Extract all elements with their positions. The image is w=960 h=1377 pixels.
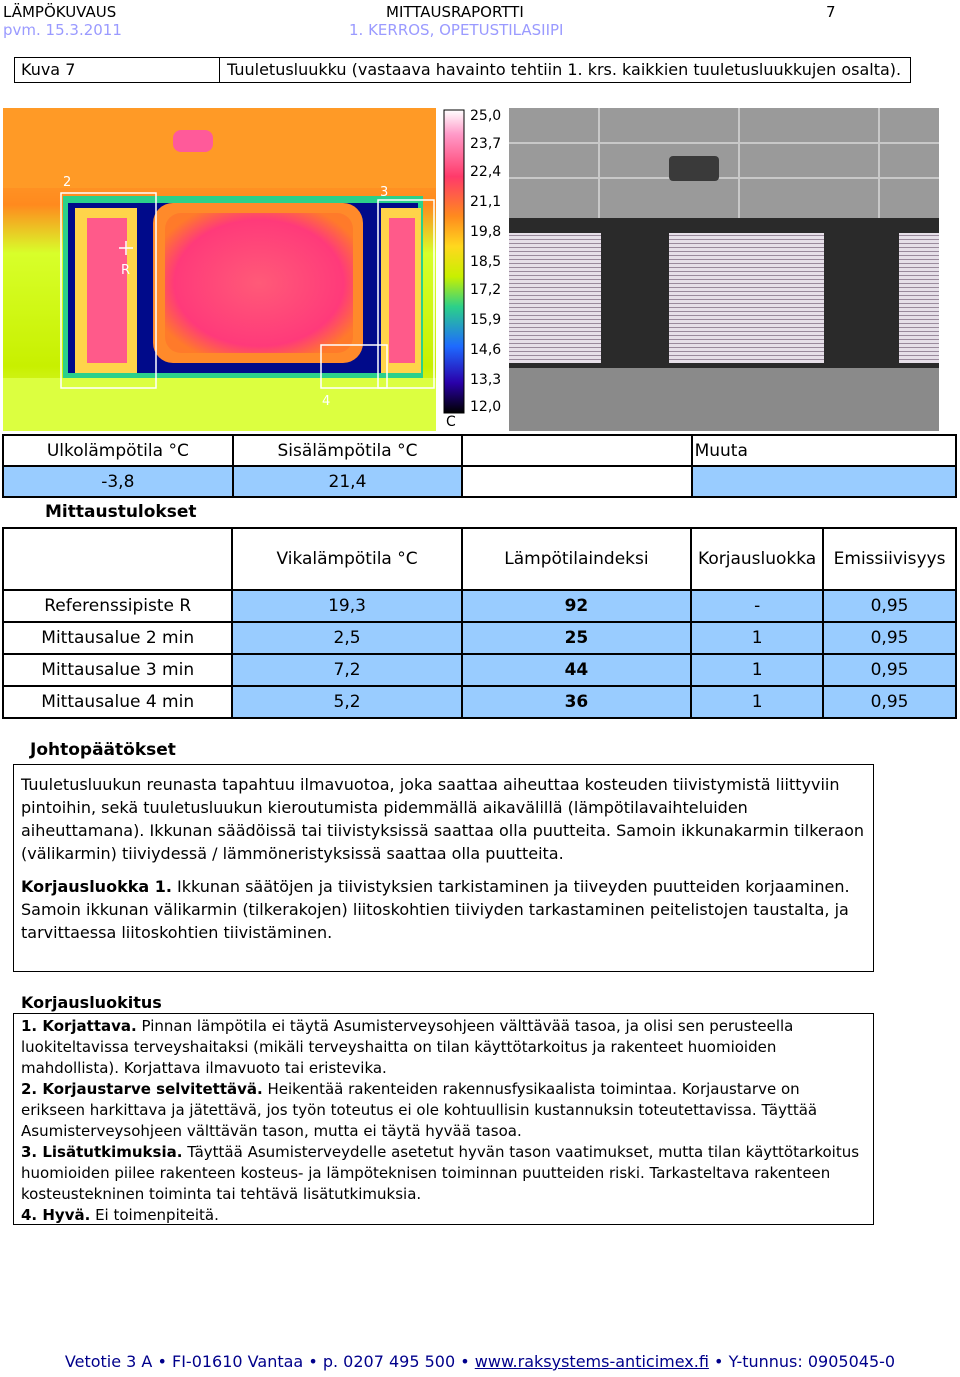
- col-repair-class: Korjausluokka: [691, 528, 823, 590]
- thermal-image: [3, 108, 436, 431]
- scale-unit: C: [446, 414, 456, 430]
- col-emissivity: Emissiivisyys: [823, 528, 956, 590]
- footer-postal: FI-01610 Vantaa: [172, 1352, 304, 1371]
- scale-tick: 25,0: [470, 108, 502, 124]
- footer-phone: p. 0207 495 500: [322, 1352, 456, 1371]
- row-emis: 0,95: [823, 686, 956, 718]
- results-table: [2, 527, 957, 719]
- class-item-2: [21, 1079, 866, 1142]
- class-item-bold: 4. Hyvä.: [21, 1206, 91, 1224]
- scale-tick: 23,7: [470, 136, 502, 152]
- scale-tick: 15,9: [470, 312, 502, 328]
- row-class: 1: [691, 686, 823, 718]
- row-class: 1: [691, 622, 823, 654]
- page-number: 7: [826, 3, 836, 21]
- class-item-bold: 2. Korjaustarve selvitettävä.: [21, 1080, 263, 1098]
- conclusions-title: Johtopäätökset: [30, 740, 176, 760]
- row-emis: 0,95: [823, 654, 956, 686]
- conclusions-para2-bold: Korjausluokka 1.: [21, 877, 172, 896]
- scale-tick: 17,2: [470, 282, 502, 298]
- marker-3: 3: [380, 185, 389, 200]
- conclusions-para2-text: Ikkunan säätöjen ja tiivistyksien tarkistaminen ja tiiveyden puutteiden korjaaminen. Samoin ikkunan välikarmin (tilkerakojen) liitoskohtien tiiviyden tarkastaminen peitelistojen taustalta, ja tarvittaessa liitoskohtien tiivistäminen.: [21, 877, 850, 942]
- class-item-bold: 1. Korjattava.: [21, 1017, 137, 1035]
- scale-tick: 18,5: [470, 254, 502, 270]
- table-row: [3, 654, 956, 686]
- row-index: 36: [462, 686, 691, 718]
- marker-4: 4: [322, 394, 331, 409]
- row-label: Mittausalue 3 min: [3, 654, 232, 686]
- bullet-icon: •: [714, 1352, 729, 1371]
- outdoor-label: Ulkolämpötila °C: [3, 435, 233, 466]
- conclusions-box: [13, 764, 874, 972]
- table-row: [3, 686, 956, 718]
- results-title: Mittaustulokset: [45, 502, 197, 522]
- row-emis: 0,95: [823, 590, 956, 622]
- class-item-text: Täyttää Asumisterveydelle asetetut hyvän tason vaatimukset, mutta tilan käyttötarkoitus huomioiden piilee rakenteen kosteus- ja lämpöteknisen toiminnan puutteiden riski. Tarkasteltava rakenteen kosteustekninen toiminta tai tehtävä lisätutkimuksia.: [21, 1143, 860, 1203]
- indoor-value: 21,4: [233, 466, 463, 497]
- footer-business-id: Y-tunnus: 0905045-0: [728, 1352, 896, 1371]
- scale-tick: 19,8: [470, 224, 502, 240]
- row-emis: 0,95: [823, 622, 956, 654]
- row-index: 25: [462, 622, 691, 654]
- footer: [0, 1352, 960, 1371]
- scale-tick: 13,3: [470, 372, 502, 388]
- figure-text: Tuuletusluukku (vastaava havainto tehtiin 1. krs. kaikkien tuuletusluukkujen osalta).: [227, 60, 902, 79]
- figure-label: Kuva 7: [15, 58, 220, 82]
- report-type: LÄMPÖKUVAUS: [3, 3, 117, 21]
- outdoor-value: -3,8: [3, 466, 233, 497]
- row-temp: 2,5: [232, 622, 461, 654]
- bullet-icon: •: [157, 1352, 172, 1371]
- row-index: 44: [462, 654, 691, 686]
- report-subtitle: 1. KERROS, OPETUSTILASIIPI: [349, 21, 564, 39]
- row-class: -: [691, 590, 823, 622]
- temperature-scale: [442, 108, 510, 431]
- class-item-text: Heikentää rakenteiden rakennusfysikaalista toimintaa. Korjaustarve on erikseen harkittava ja jätettävä, jos työn toteutus ei ole kohtuullisin kustannuksin toteutettavissa. Täyttää Asumisterveysohjeen välttävän tason, mutta ei täytä hyvää tasoa.: [21, 1080, 818, 1140]
- conditions-table: [2, 434, 957, 498]
- scale-tick: 12,0: [470, 399, 502, 415]
- conclusions-para2: [21, 875, 866, 944]
- conclusions-para1: Tuuletusluukun reunasta tapahtuu ilmavuotoa, joka saattaa aiheuttaa kosteuden tiivistymistä liittyviin pintoihin, sekä tuuletusluukun kieroutumista pidemmällä aikavälillä (lämpötilavaihteluiden aiheuttamana). Ikkunan säädöissä tai tiivistyksissä saattaa olla puutteita. Samoin ikkunakarmin tilkeraon (välikarmin) tiiviydessä / lämmöneristyksissä saattaa olla puutteita.: [21, 775, 865, 863]
- footer-web-link[interactable]: www.raksystems-anticimex.fi: [474, 1352, 709, 1371]
- marker-r: R: [121, 263, 131, 278]
- class-item-3: [21, 1142, 866, 1205]
- scale-ticks: [442, 108, 510, 431]
- classes-box: [13, 1013, 874, 1225]
- bullet-icon: •: [308, 1352, 323, 1371]
- row-temp: 19,3: [232, 590, 461, 622]
- class-item-text: Ei toimenpiteitä.: [90, 1206, 219, 1224]
- scale-tick: 21,1: [470, 194, 502, 210]
- class-item-4: [21, 1205, 866, 1226]
- bullet-icon: •: [460, 1352, 475, 1371]
- room-photo: [509, 108, 939, 431]
- row-temp: 5,2: [232, 686, 461, 718]
- row-class: 1: [691, 654, 823, 686]
- table-row: [3, 622, 956, 654]
- marker-2: 2: [63, 175, 72, 190]
- other-label: Muuta: [692, 435, 956, 466]
- classes-title: Korjausluokitus: [21, 993, 162, 1012]
- row-temp: 7,2: [232, 654, 461, 686]
- col-defect-temp: Vikalämpötila °C: [232, 528, 461, 590]
- row-label: Mittausalue 4 min: [3, 686, 232, 718]
- report-date: pvm. 15.3.2011: [3, 21, 122, 39]
- class-item-1: [21, 1016, 866, 1079]
- row-label: Mittausalue 2 min: [3, 622, 232, 654]
- row-label: Referenssipiste R: [3, 590, 232, 622]
- table-row: [3, 590, 956, 622]
- row-index: 92: [462, 590, 691, 622]
- figure-caption: [14, 57, 911, 83]
- col-temp-index: Lämpötilaindeksi: [462, 528, 691, 590]
- indoor-label: Sisälämpötila °C: [233, 435, 463, 466]
- report-title: MITTAUSRAPORTTI: [386, 3, 524, 21]
- class-item-text: Pinnan lämpötila ei täytä Asumisterveysohjeen välttävää tasoa, ja olisi sen perusteella luokiteltavissa terveyshaitaksi (mikäli terveyshaitta on tilan käyttötarkoitus ja rakenteet huomioiden mahdollista). Korjattava ilmavuoto tai eristevika.: [21, 1017, 794, 1077]
- scale-tick: 22,4: [470, 164, 502, 180]
- scale-tick: 14,6: [470, 342, 502, 358]
- footer-address: Vetotie 3 A: [64, 1352, 153, 1371]
- class-item-bold: 3. Lisätutkimuksia.: [21, 1143, 183, 1161]
